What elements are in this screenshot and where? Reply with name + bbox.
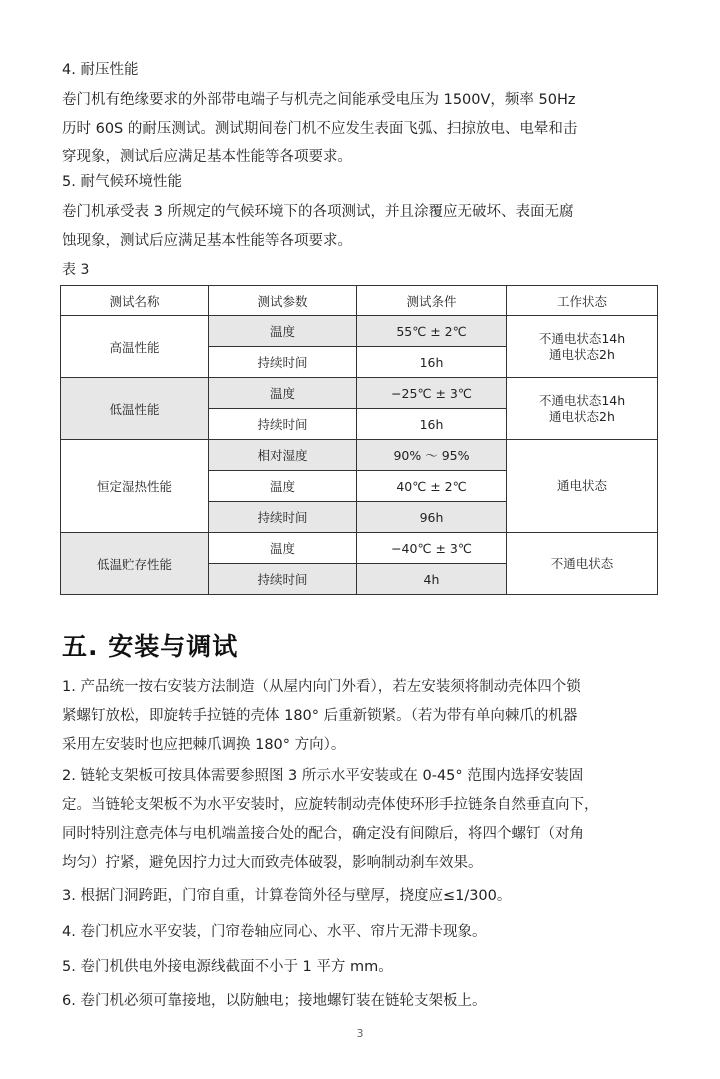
- text-line: 6. 卷门机必须可靠接地，以防触电；接地螺钉装在链轮支架板上。: [62, 993, 487, 1009]
- text-line: 紧螺钉放松，即旋转手拉链的壳体 180° 后重新锁紧。（若为带有单向棘爪的机器: [62, 708, 578, 724]
- paragraph-withstand-voltage: [62, 86, 662, 172]
- table-row: [61, 378, 658, 409]
- table-header-row: [61, 286, 658, 316]
- text-line: 3. 根据门洞跨距，门帘自重，计算卷筒外径与壁厚，挠度应≤1/300。: [62, 888, 512, 904]
- paragraph-climate: [62, 198, 662, 255]
- test-name-cell: 高温性能: [61, 316, 209, 378]
- install-item-3: [62, 882, 672, 911]
- section-title-climate: 5. 耐气候环境性能: [62, 174, 182, 190]
- condition-cell: −25℃ ± 3℃: [357, 378, 507, 409]
- text-line: 历时 60S 的耐压测试。测试期间卷门机不应发生表面飞弧、扫掠放电、电晕和击: [62, 120, 578, 137]
- param-cell: 持续时间: [209, 564, 357, 595]
- status-cell: [507, 533, 658, 595]
- param-cell: 温度: [209, 471, 357, 502]
- section-title-withstand-voltage: 4. 耐压性能: [62, 62, 139, 78]
- condition-cell: −40℃ ± 3℃: [357, 533, 507, 564]
- text-line: 1. 产品统一按右安装方法制造（从屋内向门外看），若左安装须将制动壳体四个锁: [62, 679, 581, 695]
- install-item-1: [62, 673, 672, 760]
- param-cell: 持续时间: [209, 502, 357, 533]
- status-line: 通电状态: [556, 478, 607, 493]
- text-line: 卷门机有绝缘要求的外部带电端子与机壳之间能承受电压为 1500V，频率 50Hz: [62, 92, 576, 108]
- text-line: 均匀）拧紧，避免因拧力过大而致壳体破裂，影响制动刹车效果。: [62, 855, 483, 871]
- table-label: 表 3: [62, 262, 90, 278]
- header-test-condition: 测试条件: [357, 286, 507, 316]
- param-cell: 温度: [209, 316, 357, 347]
- param-cell: 持续时间: [209, 409, 357, 440]
- param-cell: 相对湿度: [209, 440, 357, 471]
- condition-cell: 16h: [357, 347, 507, 378]
- chapter-heading-install: 五. 安装与调试: [62, 632, 239, 661]
- condition-cell: 90% ～ 95%: [357, 440, 507, 471]
- status-line: 不通电状态14h: [538, 392, 626, 408]
- header-test-param: 测试参数: [209, 286, 357, 316]
- status-line: 不通电状态14h: [538, 330, 626, 346]
- climate-test-table: [60, 285, 658, 595]
- text-line: 穿现象，测试后应满足基本性能等各项要求。: [62, 149, 352, 165]
- install-item-4: [62, 918, 672, 947]
- table-row: [61, 533, 658, 564]
- text-line: 定。当链轮支架板不为水平安装时，应旋转制动壳体使环形手拉链条自然垂直向下，: [62, 797, 599, 813]
- text-line: 蚀现象，测试后应满足基本性能等各项要求。: [62, 232, 352, 249]
- condition-cell: 55℃ ± 2℃: [357, 316, 507, 347]
- install-item-6: [62, 987, 672, 1016]
- condition-cell: 40℃ ± 2℃: [357, 471, 507, 502]
- condition-cell: 16h: [357, 409, 507, 440]
- text-line: 5. 卷门机供电外接电源线截面不小于 1 平方 mm。: [62, 959, 393, 975]
- test-name-cell: 恒定湿热性能: [61, 440, 209, 533]
- param-cell: 温度: [209, 533, 357, 564]
- install-item-5: [62, 953, 672, 982]
- text-line: 2. 链轮支架板可按具体需要参照图 3 所示水平安装或在 0-45° 范围内选择安装固: [62, 768, 584, 784]
- status-line: 不通电状态: [550, 555, 614, 571]
- text-line: 卷门机承受表 3 所规定的气候环境下的各项测试，并且涂覆应无破坏、表面无腐: [62, 204, 574, 220]
- text-line: 同时特别注意壳体与电机端盖接合处的配合，确定没有间隙后，将四个螺钉（对角: [62, 826, 584, 842]
- page-number: 3: [356, 1027, 364, 1040]
- status-cell: [507, 316, 658, 378]
- param-cell: 持续时间: [209, 347, 357, 378]
- test-name-cell: 低温贮存性能: [61, 533, 209, 595]
- header-test-name: 测试名称: [61, 286, 209, 316]
- text-line: 采用左安装时也应把棘爪调换 180° 方向）。: [62, 737, 346, 753]
- install-item-2: [62, 762, 672, 878]
- text-line: 4. 卷门机应水平安装，门帘卷轴应同心、水平、帘片无滞卡现象。: [62, 924, 487, 940]
- test-name-cell: 低温性能: [61, 378, 209, 440]
- status-cell: [507, 378, 658, 440]
- condition-cell: 4h: [357, 564, 507, 595]
- status-cell: [507, 440, 658, 533]
- table-row: [61, 316, 658, 347]
- table-row: [61, 440, 658, 471]
- status-line: 通电状态2h: [549, 408, 615, 424]
- param-cell: 温度: [209, 378, 357, 409]
- condition-cell: 96h: [357, 502, 507, 533]
- header-work-status: 工作状态: [507, 286, 658, 316]
- status-line: 通电状态2h: [549, 346, 615, 362]
